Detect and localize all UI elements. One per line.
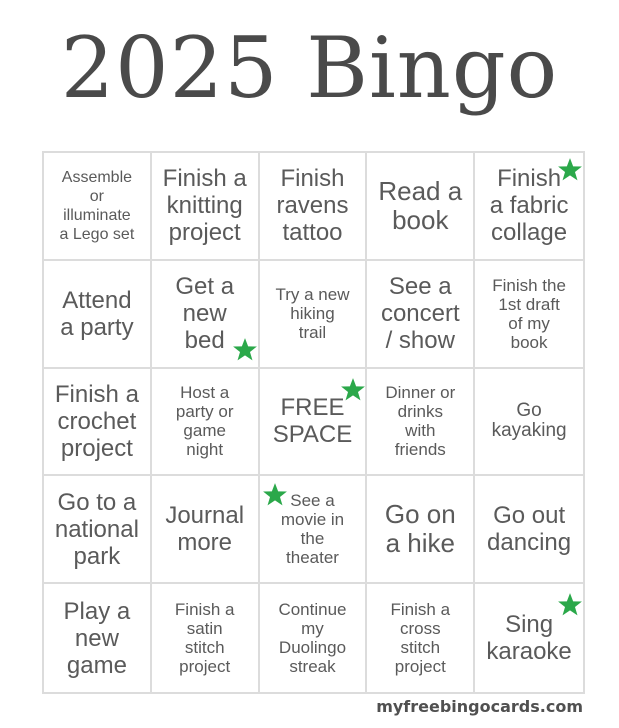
cell-label: Try a new hiking trail — [275, 285, 350, 343]
cell-label: Dinner or drinks with friends — [385, 383, 456, 460]
bingo-cell[interactable] — [260, 584, 368, 692]
cell-label: Sing karaoke — [486, 611, 572, 666]
bingo-cell[interactable] — [152, 369, 260, 477]
bingo-cell[interactable] — [367, 476, 475, 584]
cell-label: See a movie in the theater — [280, 491, 345, 568]
cell-label: Finish a crochet project — [54, 380, 139, 462]
cell-label: Finish a knitting project — [162, 165, 247, 247]
green-star-icon — [557, 157, 583, 183]
cell-label: See a concert / show — [380, 273, 460, 355]
bingo-cell-marked[interactable] — [475, 153, 583, 261]
bingo-cell[interactable] — [44, 153, 152, 261]
bingo-cell[interactable] — [367, 153, 475, 261]
bingo-cell[interactable] — [475, 369, 583, 477]
cell-label: Journal more — [165, 502, 245, 557]
cell-label: Go to a national park — [54, 488, 139, 570]
bingo-grid — [42, 151, 585, 694]
bingo-cell[interactable] — [475, 476, 583, 584]
bingo-cell[interactable] — [260, 153, 368, 261]
cell-label: Finish ravens tattoo — [276, 165, 349, 247]
bingo-cell[interactable] — [152, 476, 260, 584]
bingo-cell-marked[interactable] — [475, 584, 583, 692]
bingo-cell[interactable] — [44, 261, 152, 369]
cell-label: Go out dancing — [487, 502, 572, 557]
cell-label: Finish a satin stitch project — [174, 600, 235, 677]
cell-label: Go kayaking — [491, 400, 567, 442]
bingo-cell[interactable] — [44, 476, 152, 584]
bingo-cell[interactable] — [475, 261, 583, 369]
green-star-icon — [557, 592, 583, 618]
bingo-cell[interactable] — [367, 369, 475, 477]
bingo-cell[interactable] — [152, 153, 260, 261]
cell-label: Continue my Duolingo streak — [278, 600, 347, 677]
cell-label: FREE SPACE — [272, 394, 353, 449]
cell-label: Attend a party — [60, 286, 134, 341]
bingo-cell[interactable] — [367, 584, 475, 692]
bingo-cell-marked[interactable] — [260, 476, 368, 584]
green-star-icon — [340, 377, 366, 403]
bingo-cell[interactable] — [367, 261, 475, 369]
cell-label: Play a new game — [63, 597, 131, 679]
cell-label: Finish a cross stitch project — [390, 600, 451, 677]
green-star-icon — [232, 337, 258, 363]
bingo-cell[interactable] — [44, 584, 152, 692]
cell-label: Host a party or game night — [175, 383, 234, 460]
bingo-cell-free-space[interactable] — [260, 369, 368, 477]
green-star-icon — [262, 482, 288, 508]
bingo-cell-marked[interactable] — [152, 261, 260, 369]
bingo-cell[interactable] — [260, 261, 368, 369]
bingo-cell[interactable] — [44, 369, 152, 477]
bingo-cell[interactable] — [152, 584, 260, 692]
cell-label: Finish the 1st draft of my book — [492, 275, 566, 352]
page-title: 2025 Bingo — [60, 19, 559, 117]
cell-label: Go on a hike — [384, 499, 456, 559]
site-credit[interactable]: myfreebingocards.com — [376, 697, 583, 716]
cell-label: Assemble or illuminate a Lego set — [59, 168, 135, 243]
cell-label: Read a book — [378, 175, 463, 235]
cell-label: Finish a fabric collage — [489, 165, 569, 247]
cell-label: Get a new bed — [175, 273, 235, 355]
